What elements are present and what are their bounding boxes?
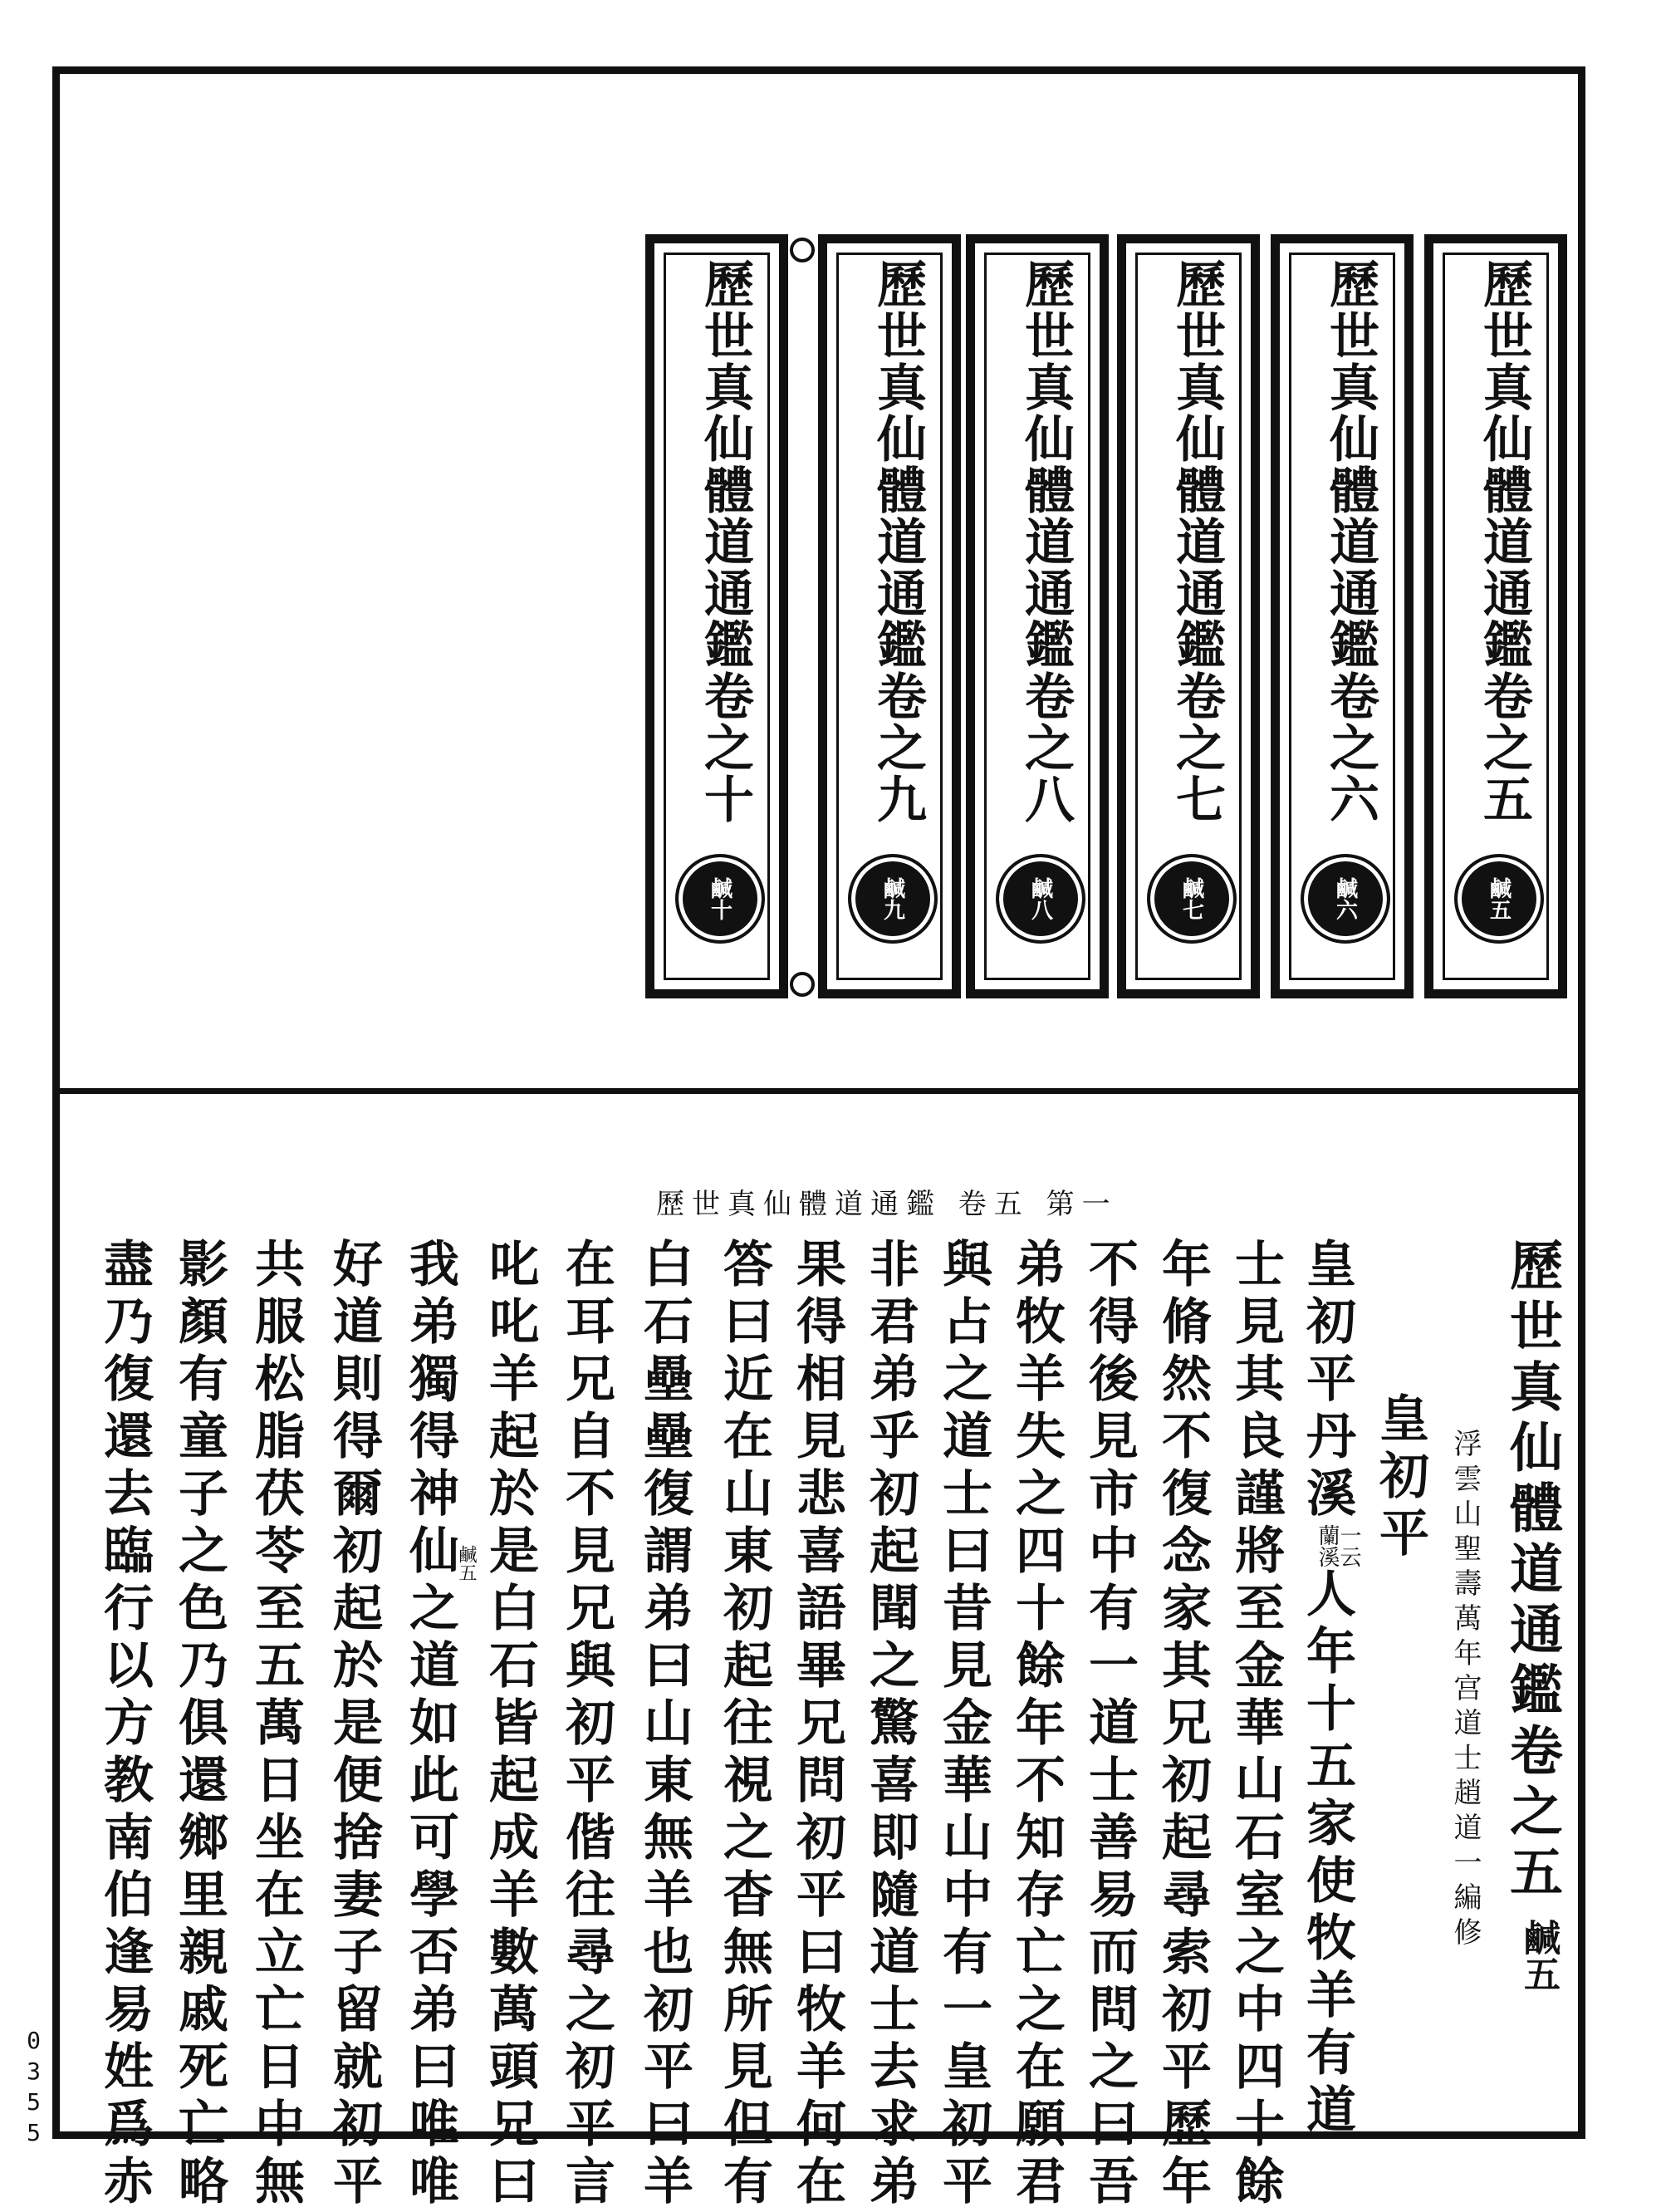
volume-mark: 鹹五 [1517,1919,1560,1992]
running-head: 歷世真仙體道通鑑 卷五 第一 [656,1188,1118,1221]
text-line-1 [1298,1238,1361,2141]
panel-divider [52,1088,1585,1094]
volume-cover-9 [818,234,961,998]
binding-ring-top [790,238,815,262]
volume-cover-6 [1271,234,1414,998]
text-line-2: 士見其良謹將至金華山石室之中四十餘 [1227,1238,1285,2212]
text-line-15: 共服松脂茯苓至五萬日坐在立亡日中無 [247,1238,305,2212]
cover-seal: 鹹六 [1301,854,1390,944]
cover-title: 歷世真仙體道通鑑卷之八 [1017,258,1075,825]
text-line-13: 我弟獨得神仙之道如此可學否弟曰唯唯 [401,1238,459,2212]
text-line-16: 影顏有童子之色乃俱還鄉里親戚死亡略 [170,1238,228,2212]
attribution: 浮雲山聖壽萬年宫道士趙道一編修 [1448,1429,1482,1952]
text-line-7: 非君弟乎初起聞之驚喜即隨道士去求弟 [861,1238,919,2212]
inline-note-line-1: 一云 [1336,1524,1361,1567]
chapter-title: 皇初平 [1371,1392,1429,1564]
volume-cover-7 [1117,234,1260,998]
binding-ring-bottom [790,972,815,997]
text-line-14: 好道則得爾初起於是便捨妻子留就初平 [325,1238,383,2212]
text-line-12: 叱叱羊起於是白石皆起成羊數萬頭兄曰 [481,1238,539,2212]
text-line-10: 白石壘壘復謂弟曰山東無羊也初平曰羊 [635,1238,693,2212]
text-line-8: 果得相見悲喜語畢兄問初平曰牧羊何在 [788,1238,846,2212]
cover-title: 歷世真仙體道通鑑卷之九 [869,258,927,825]
cover-title: 歷世真仙體道通鑑卷之五 [1475,258,1533,825]
volume-cover-10 [645,234,788,998]
cover-title: 歷世真仙體道通鑑卷之十 [696,258,754,825]
cover-title: 歷世真仙體道通鑑卷之六 [1321,258,1379,825]
text-line-3: 年脩然不復念家其兄初起尋索初平歷年 [1154,1238,1212,2212]
cover-seal: 鹹十 [675,854,765,944]
inline-note [1316,1524,1360,1567]
text-line-1-a: 皇初平丹溪 [1298,1238,1356,1524]
text-line-5: 弟牧羊失之四十餘年不知存亡之在願君 [1007,1238,1066,2212]
text-line-11: 在耳兄自不見兄與初平偕往尋之初平言 [557,1238,615,2212]
page-number: 0355 [20,2027,47,2150]
volume-cover-5 [1424,234,1567,998]
book-title: 歷世真仙體道通鑑卷之五 [1501,1238,1563,1905]
volume-cover-8 [966,234,1109,998]
text-line-6: 與占之道士曰昔見金華山中有一皇初平 [934,1238,992,2212]
cover-seal: 鹹五 [1454,854,1544,944]
cover-seal: 鹹九 [848,854,938,944]
text-line-4: 不得後見市中有一道士善易而問之曰吾 [1080,1238,1139,2212]
text-line-9: 答曰近在山東初起往視之杳無所見但有 [715,1238,773,2212]
text-line-17: 盡乃復還去臨行以方教南伯逢易姓爲赤 [96,1238,154,2212]
cover-seal: 鹹八 [996,854,1085,944]
cover-seal: 鹹七 [1147,854,1237,944]
cover-title: 歷世真仙體道通鑑卷之七 [1168,258,1226,825]
text-line-1-b: 人年十五家使牧羊有道 [1298,1567,1356,2141]
margin-note: 鹹五 [456,1545,477,1582]
inline-note-line-2: 蘭溪 [1315,1524,1340,1567]
